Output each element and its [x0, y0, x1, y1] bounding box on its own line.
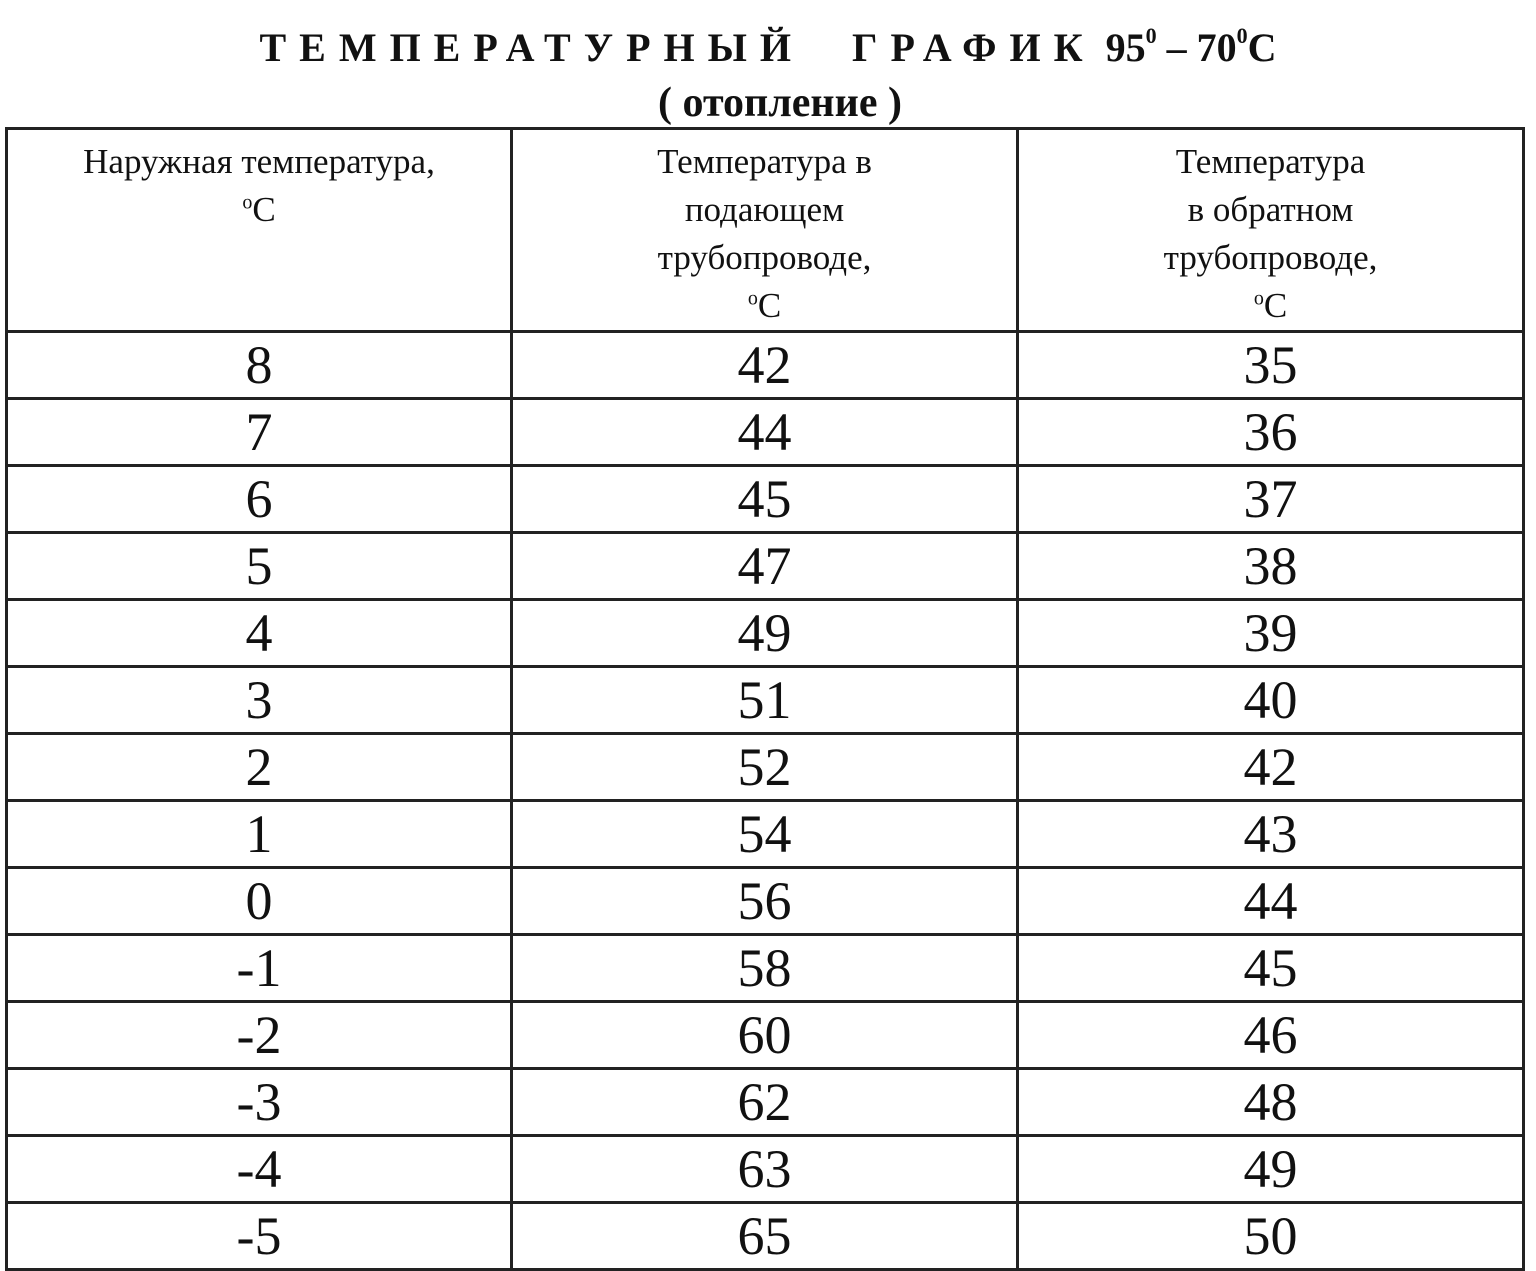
title-dash: – — [1166, 25, 1187, 70]
cell-return-temperature: 35 — [1018, 332, 1524, 399]
cell-supply-temperature: 63 — [512, 1136, 1018, 1203]
cell-return-temperature: 46 — [1018, 1002, 1524, 1069]
header-return-line1: Температура — [1175, 142, 1366, 181]
header-return-line3: трубопроводе, — [1163, 238, 1378, 277]
title-supply-temp: 95 — [1105, 25, 1146, 70]
header-supply-line2: подающем — [684, 190, 845, 229]
cell-outdoor-temperature: -2 — [7, 1002, 512, 1069]
cell-return-temperature: 50 — [1018, 1203, 1524, 1270]
header-supply-unit — [513, 282, 1016, 330]
header-return-unit-letter: C — [1263, 286, 1288, 325]
title-return-temp: 70 — [1196, 25, 1237, 70]
document-subtitle: ( отопление ) — [658, 80, 902, 126]
table-row — [7, 466, 1524, 533]
cell-supply-temperature: 44 — [512, 399, 1018, 466]
table-row — [7, 734, 1524, 801]
cell-supply-temperature: 42 — [512, 332, 1018, 399]
cell-supply-temperature: 62 — [512, 1069, 1018, 1136]
cell-outdoor-temperature: 2 — [7, 734, 512, 801]
cell-outdoor-temperature: -1 — [7, 935, 512, 1002]
cell-outdoor-temperature: -5 — [7, 1203, 512, 1270]
title-temperature-range — [1105, 22, 1277, 70]
title-degree-sup: 0 — [1236, 22, 1248, 48]
cell-outdoor-temperature: 1 — [7, 801, 512, 868]
header-outdoor-line1: Наружная температура, — [83, 142, 435, 181]
cell-return-temperature: 43 — [1018, 801, 1524, 868]
document-title — [0, 22, 1536, 74]
table-row — [7, 399, 1524, 466]
cell-outdoor-temperature: 4 — [7, 600, 512, 667]
cell-outdoor-temperature: 6 — [7, 466, 512, 533]
cell-return-temperature: 48 — [1018, 1069, 1524, 1136]
table-row — [7, 1069, 1524, 1136]
cell-outdoor-temperature: 8 — [7, 332, 512, 399]
temperature-table — [5, 127, 1525, 1271]
cell-supply-temperature: 51 — [512, 667, 1018, 734]
cell-supply-temperature: 47 — [512, 533, 1018, 600]
cell-return-temperature: 39 — [1018, 600, 1524, 667]
header-outdoor-unit-letter: C — [252, 190, 276, 229]
table-row — [7, 667, 1524, 734]
cell-supply-temperature: 49 — [512, 600, 1018, 667]
header-supply-degree: o — [747, 287, 758, 310]
header-outdoor-degree: o — [242, 191, 253, 214]
table-row — [7, 868, 1524, 935]
cell-outdoor-temperature: -4 — [7, 1136, 512, 1203]
cell-outdoor-temperature: 5 — [7, 533, 512, 600]
cell-return-temperature: 45 — [1018, 935, 1524, 1002]
header-return-unit — [1019, 282, 1522, 330]
cell-return-temperature: 38 — [1018, 533, 1524, 600]
cell-return-temperature: 44 — [1018, 868, 1524, 935]
cell-supply-temperature: 52 — [512, 734, 1018, 801]
title-unit: C — [1247, 25, 1277, 70]
cell-supply-temperature: 54 — [512, 801, 1018, 868]
title-degree-sup: 0 — [1145, 22, 1157, 48]
header-return-degree: o — [1253, 287, 1264, 310]
cell-return-temperature: 37 — [1018, 466, 1524, 533]
table-row — [7, 935, 1524, 1002]
header-supply-line1: Температура в — [657, 142, 872, 181]
table-row — [7, 1136, 1524, 1203]
header-supply-temperature — [512, 129, 1018, 332]
table-row — [7, 533, 1524, 600]
cell-outdoor-temperature: 3 — [7, 667, 512, 734]
cell-supply-temperature: 65 — [512, 1203, 1018, 1270]
cell-supply-temperature: 45 — [512, 466, 1018, 533]
cell-return-temperature: 49 — [1018, 1136, 1524, 1203]
title-word-temperature: ТЕМПЕРАТУРНЫЙ — [259, 25, 805, 70]
table-row — [7, 332, 1524, 399]
header-outdoor-temperature — [7, 129, 512, 332]
header-return-line2: в обратном — [1187, 190, 1354, 229]
table-row — [7, 1203, 1524, 1270]
cell-outdoor-temperature: -3 — [7, 1069, 512, 1136]
header-outdoor-unit — [8, 186, 510, 234]
header-return-temperature — [1018, 129, 1524, 332]
header-supply-unit-letter: C — [757, 286, 782, 325]
cell-return-temperature: 40 — [1018, 667, 1524, 734]
table-header-row — [7, 129, 1524, 332]
table-row — [7, 600, 1524, 667]
header-supply-line3: трубопроводе, — [657, 238, 872, 277]
cell-outdoor-temperature: 7 — [7, 399, 512, 466]
cell-supply-temperature: 60 — [512, 1002, 1018, 1069]
table-row — [7, 801, 1524, 868]
cell-return-temperature: 42 — [1018, 734, 1524, 801]
cell-return-temperature: 36 — [1018, 399, 1524, 466]
cell-supply-temperature: 56 — [512, 868, 1018, 935]
cell-outdoor-temperature: 0 — [7, 868, 512, 935]
title-word-schedule: ГРАФИК — [852, 25, 1096, 70]
cell-supply-temperature: 58 — [512, 935, 1018, 1002]
table-row — [7, 1002, 1524, 1069]
